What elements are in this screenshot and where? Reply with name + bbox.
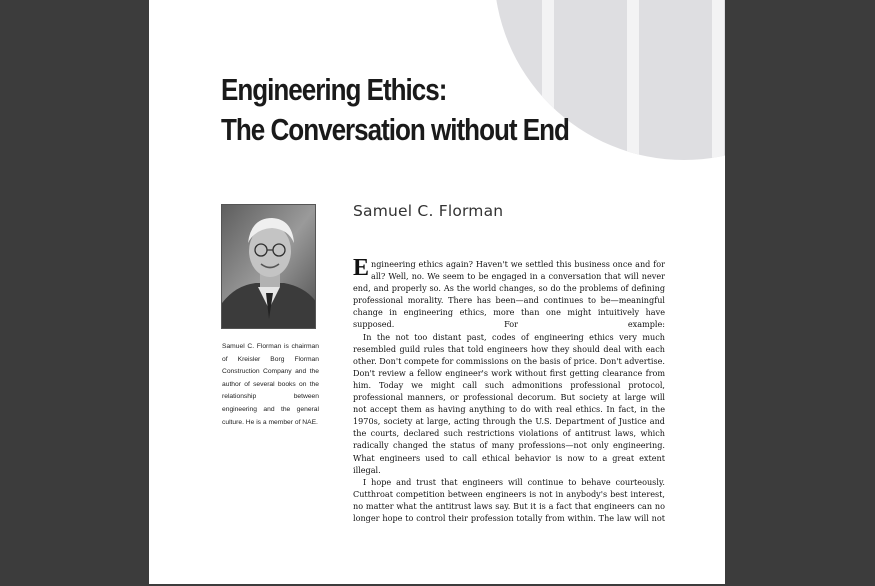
- document-page: [149, 0, 725, 584]
- drop-cap: E: [353, 255, 370, 281]
- decorative-stripe: [627, 0, 639, 160]
- author-bio-caption: Samuel C. Florman is chairman of Kreisler Borg Florman Construction Company and the author of several books on the relationship between engineering and the general culture. He is a member of NAE.: [222, 343, 319, 426]
- decorative-stripe: [712, 0, 724, 160]
- body-paragraph: In the not too distant past, codes of engineering ethics very much resembled guild rules that told engineers how they should deal with each other. Don't compete for commissions on the basis of price. Don't advertise. Don't review a fellow engineer's work without first getting clearance from him. Today we might call such admonitions professional protocol, professional manners, or professional decorum. But society at large will not accept them as having anything to do with real ethics. In fact, in the 1970s, society at large, acting through the U.S. Department of Justice and the courts, declared such restrictions violations of antitrust laws, which radically changed the status of many professions—not only engineering. What engineers used to call ethical behavior is now to a great extent illegal.: [353, 331, 665, 475]
- article-title-line2: The Conversation without End: [221, 112, 569, 147]
- body-paragraph: [353, 255, 665, 331]
- author-name: Samuel C. Florman: [353, 202, 504, 220]
- body-paragraph: I hope and trust that engineers will continue to behave courteously. Cutthroat competition between engineers is not in anybody's best interest, no matter what the antitrust laws say. But it is a fact that engineers can no longer hope to control their profession totally from within. The law will not: [353, 476, 665, 523]
- article-title: [221, 70, 569, 150]
- portrait-illustration: [222, 205, 316, 329]
- article-body: [353, 255, 665, 524]
- article-title-line1: Engineering Ethics:: [221, 72, 447, 107]
- author-portrait-photo: [221, 204, 316, 329]
- body-paragraph-text: ngineering ethics again? Haven't we settled this business once and for all? Well, no. We seem to be engaged in a conversation that will never end, and properly so. As the world changes, so do the problems of defining professional morality. There has been—and continues to be—meaningful change in engineering ethics, more than one might intuitively have supposed. For example:: [353, 259, 665, 330]
